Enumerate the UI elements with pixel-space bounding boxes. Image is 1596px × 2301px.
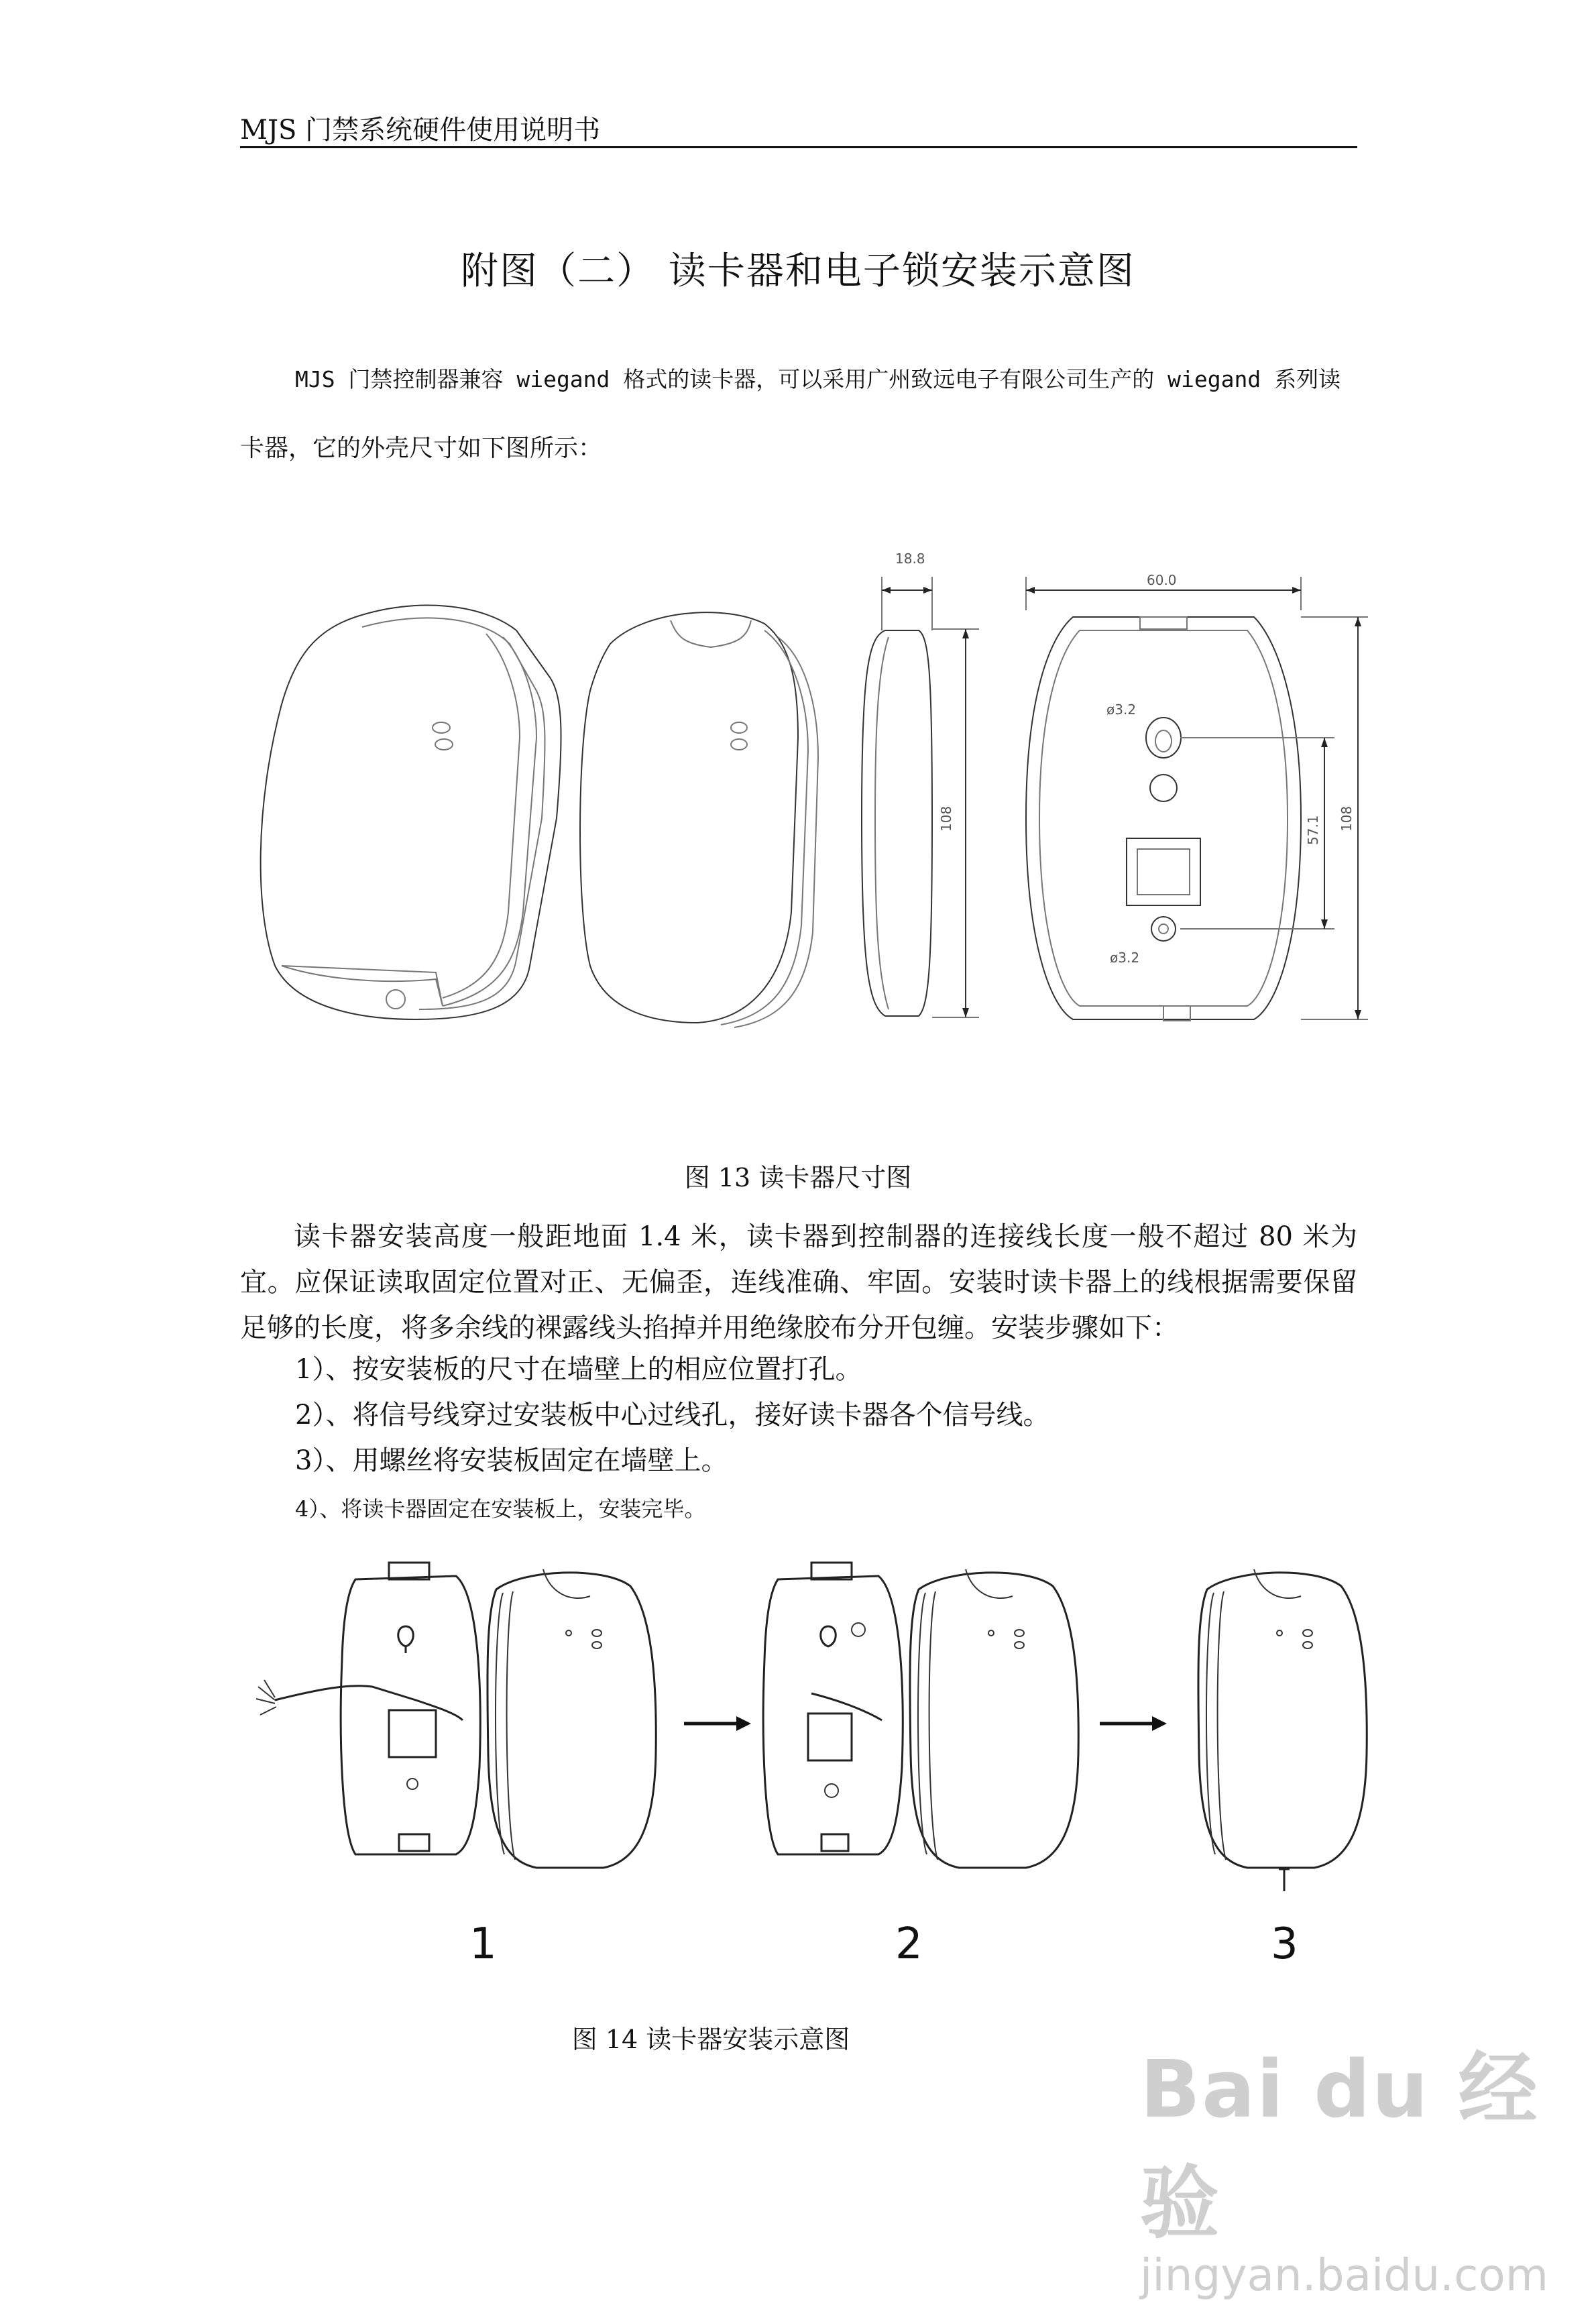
- arrow-icon: [1100, 1716, 1167, 1731]
- step-number-1: 1: [469, 1919, 497, 1969]
- watermark: [1140, 2025, 1596, 2301]
- install-step-3-illustration: [1198, 1569, 1367, 1891]
- install-step-2: 2）、将信号线穿过安装板中心过线孔，接好读卡器各个信号线。: [295, 1400, 1050, 1430]
- install-step-2-illustration: [763, 1563, 1078, 1868]
- dim-width: 60.0: [1147, 572, 1177, 588]
- install-paragraph: 读卡器安装高度一般距地面 1.4 米，读卡器到控制器的连接线长度一般不超过 80 米为宜。应保证读取固定位置对正、无偏歪，连线准确、牢固。安装时读卡器上的线根据需要保留足够的长度，将多余线的裸露线头掐掉并用绝缘胶布分开包缠。安装步骤如下：: [240, 1221, 1357, 1343]
- step-number-2: 2: [895, 1919, 923, 1969]
- step-number-3: 3: [1271, 1919, 1298, 1969]
- install-step-3: 3）、用螺丝将安装板固定在墙壁上。: [295, 1445, 728, 1476]
- intro-line-1: MJS 门禁控制器兼容 wiegand 格式的读卡器，可以采用广州致远电子有限公司生产的 wiegand 系列读: [295, 366, 1341, 392]
- dim-hole-top: ø3.2: [1106, 701, 1137, 718]
- arrow-icon: [684, 1716, 751, 1731]
- page-title: 附图（二） 读卡器和电子锁安装示意图: [461, 249, 1135, 293]
- figure-13-caption: 图 13 读卡器尺寸图: [684, 1163, 912, 1192]
- reader-side-view: [838, 537, 979, 1017]
- figure-14-drawing: [255, 1539, 1381, 1982]
- dim-hole-spacing: 57.1: [1305, 815, 1321, 845]
- install-step-1: 1）、按安装板的尺寸在墙壁上的相应位置打孔。: [295, 1354, 862, 1385]
- reader-perspective-view-1: [261, 606, 561, 1019]
- watermark-brand: Bai du 经验: [1140, 2043, 1539, 2249]
- dim-depth: 18.8: [895, 551, 925, 567]
- intro-line-2: 卡器，它的外壳尺寸如下图所示：: [240, 435, 603, 462]
- figure-13-drawing: [241, 537, 1381, 1060]
- install-step-4: 4）、将读卡器固定在安装板上，安装完毕。: [295, 1496, 706, 1522]
- figure-14-caption: 图 14 读卡器安装示意图: [571, 2025, 850, 2054]
- dim-height-back: 108: [1338, 805, 1355, 832]
- header-rule: [240, 146, 1357, 148]
- header-title: MJS 门禁系统硬件使用说明书: [240, 115, 601, 146]
- reader-perspective-view-2: [580, 612, 818, 1027]
- reader-back-view: [1026, 572, 1368, 1021]
- watermark-url: jingyan.baidu.com: [1140, 2249, 1549, 2301]
- install-step-1-illustration: [256, 1563, 656, 1868]
- dim-hole-bottom: ø3.2: [1110, 950, 1140, 966]
- dim-height-side: 108: [938, 805, 954, 832]
